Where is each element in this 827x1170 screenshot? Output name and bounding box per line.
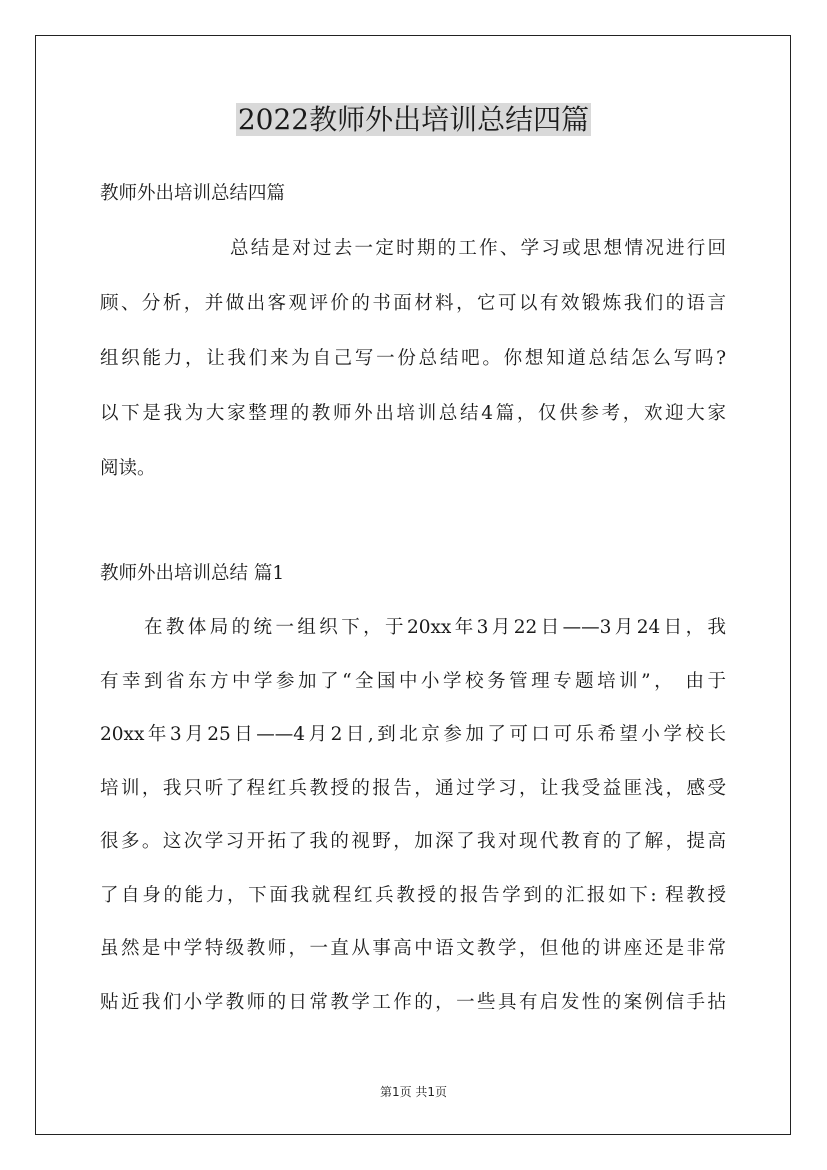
paragraph-line: 虽然是中学特级教师，一直从事高中语文教学，但他的讲座还是非常 [100,938,726,959]
section-heading [100,561,726,587]
paragraph-line: 很多。这次学习开拓了我的视野，加深了我对现代教育的了解，提高 [100,831,726,852]
paragraph-line: 顾、分析，并做出客观评价的书面材料，它可以有效锻炼我们的语言 [100,293,726,314]
document-title [0,102,827,138]
section-paragraph [100,615,726,1043]
subtitle-line: 教师外出培训总结四篇 [100,183,286,204]
paragraph-line: 贴近我们小学教师的日常教学工作的，一些具有启发性的案例信手拈 [100,991,726,1013]
paragraph-line: 总结是对过去一定时期的工作、学习或思想情况进行回 [230,238,726,259]
intro-paragraph [100,236,726,511]
paragraph-line: 组织能力，让我们来为自己写一份总结吧。你想知道总结怎么写吗? [100,348,726,369]
paragraph-line: 阅读。 [100,458,156,479]
page-number: 第1页 共1页 [379,1085,448,1099]
section-heading-text: 教师外出培训总结 篇1 [100,563,285,584]
page-footer [0,1083,827,1100]
paragraph-line: 20xx年3月25日——4月2日,到北京参加了可口可乐希望小学校长 [100,724,726,745]
paragraph-line: 了自身的能力，下面我就程红兵教授的报告学到的汇报如下: 程教授 [100,884,726,906]
paragraph-line: 在教体局的统一组织下，于20xx年3月22日——3月24日，我 [144,617,726,638]
paragraph-line: 以下是我为大家整理的教师外出培训总结4篇，仅供参考，欢迎大家 [100,403,726,424]
paragraph-line: 培训，我只听了程红兵教授的报告，通过学习，让我受益匪浅，感受 [100,777,726,799]
document-title-text: 2022教师外出培训总结四篇 [237,103,590,136]
paragraph-line: 有幸到省东方中学参加了“全国中小学校务管理专题培训”， 由于 [100,670,726,692]
document-subtitle [100,181,726,207]
